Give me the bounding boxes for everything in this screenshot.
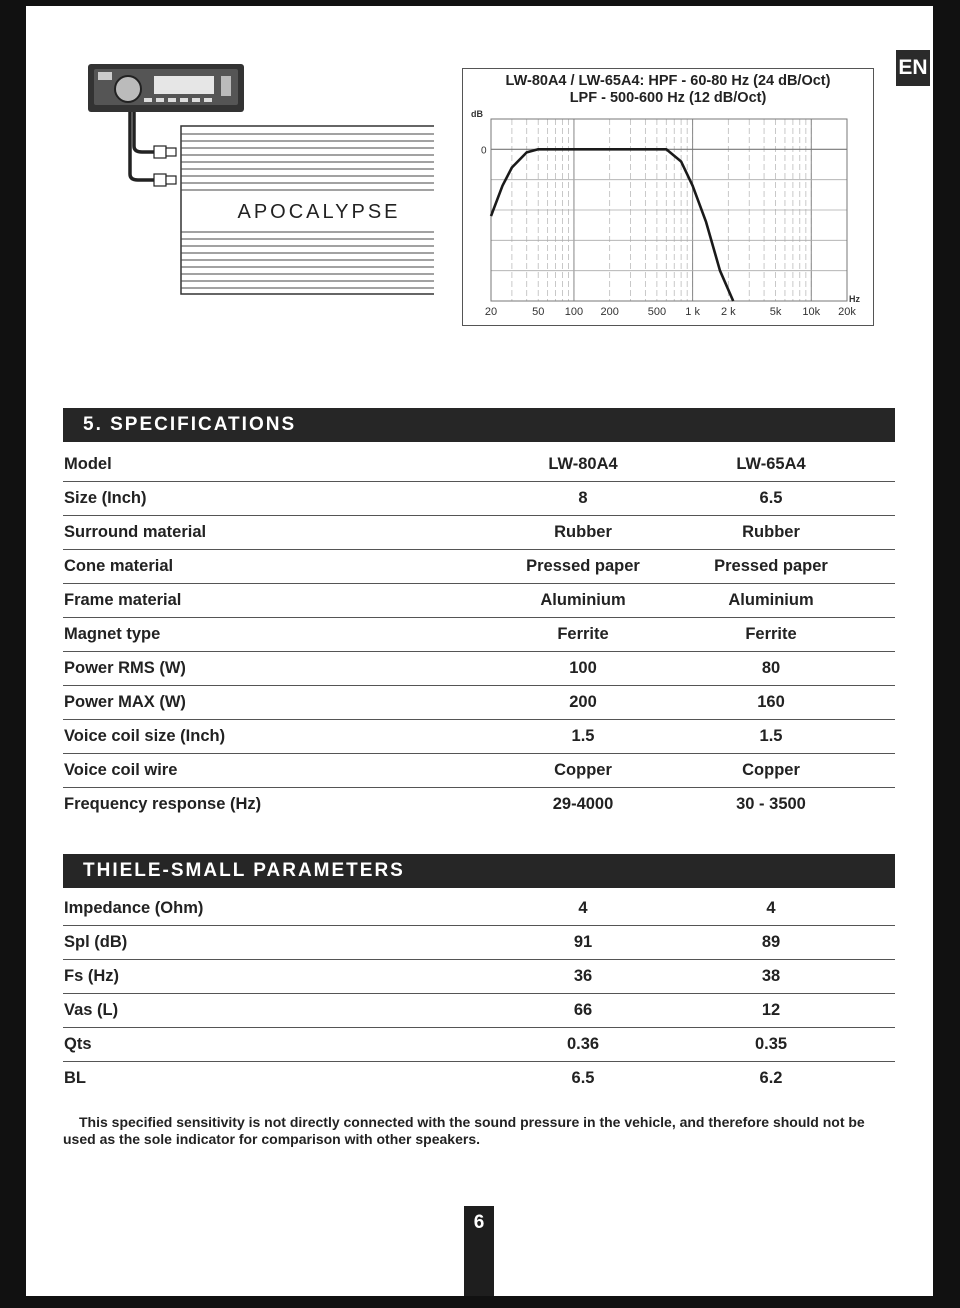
language-badge: EN bbox=[896, 50, 930, 86]
row-label: Qts bbox=[64, 1035, 92, 1053]
frequency-response-chart bbox=[462, 68, 874, 326]
row-value-lw-65a4: 38 bbox=[761, 967, 781, 985]
car-stereo-icon bbox=[88, 64, 244, 112]
ts-row bbox=[63, 892, 895, 926]
x-tick-label: 20 bbox=[484, 306, 498, 318]
wiring-illustration bbox=[84, 62, 434, 302]
row-label: Frame material bbox=[64, 591, 182, 609]
row-value-lw-80a4: 0.36 bbox=[566, 1035, 600, 1053]
row-value-lw-65a4: Rubber bbox=[742, 523, 800, 541]
row-value-lw-65a4: 80 bbox=[761, 659, 781, 677]
row-label: Power RMS (W) bbox=[64, 659, 186, 677]
row-value-lw-80a4: Aluminium bbox=[540, 591, 626, 609]
ts-row bbox=[63, 1028, 895, 1062]
row-value-lw-65a4: 4 bbox=[766, 899, 776, 917]
x-tick-label: 20k bbox=[838, 306, 856, 318]
row-label: Power MAX (W) bbox=[64, 693, 186, 711]
ts-row bbox=[63, 960, 895, 994]
x-tick-label: 5k bbox=[769, 306, 782, 318]
ts-row bbox=[63, 926, 895, 960]
chart-title-line1: LW-80A4 / LW-65A4: HPF - 60-80 Hz (24 dB/Oct) bbox=[505, 73, 831, 89]
spec-row bbox=[63, 652, 895, 686]
ts-row bbox=[63, 1062, 895, 1096]
row-value-lw-65a4: 160 bbox=[757, 693, 785, 711]
x-tick-label: 100 bbox=[564, 306, 584, 318]
spec-row bbox=[63, 482, 895, 516]
response-curve bbox=[491, 149, 733, 301]
spec-row bbox=[63, 584, 895, 618]
row-value-lw-65a4: Ferrite bbox=[745, 625, 797, 643]
x-tick-label: 50 bbox=[532, 306, 545, 318]
row-value-lw-80a4: 200 bbox=[569, 693, 597, 711]
row-label: Voice coil wire bbox=[64, 761, 178, 779]
row-value-lw-80a4: LW-80A4 bbox=[548, 455, 618, 473]
row-value-lw-65a4: 6.2 bbox=[759, 1069, 783, 1087]
row-label: Frequency response (Hz) bbox=[64, 795, 262, 813]
page-number: 6 bbox=[464, 1206, 494, 1296]
x-axis-label: Hz bbox=[849, 294, 860, 304]
row-label: Impedance (Ohm) bbox=[64, 899, 204, 917]
row-value-lw-65a4: LW-65A4 bbox=[736, 455, 806, 473]
x-tick-label: 1 k bbox=[685, 306, 700, 318]
spec-row bbox=[63, 448, 895, 482]
ts-row bbox=[63, 994, 895, 1028]
specifications-header: 5. SPECIFICATIONS bbox=[63, 408, 895, 442]
row-value-lw-80a4: 1.5 bbox=[571, 727, 595, 745]
row-value-lw-80a4: 100 bbox=[569, 659, 597, 677]
x-tick-label: 500 bbox=[647, 306, 667, 318]
x-tick-label: 200 bbox=[600, 306, 619, 318]
x-tick-label: 2 k bbox=[720, 306, 736, 318]
row-value-lw-65a4: Copper bbox=[742, 761, 800, 779]
row-label: Spl (dB) bbox=[64, 933, 128, 951]
chart-title-line2: LPF - 500-600 Hz (12 dB/Oct) bbox=[569, 90, 767, 106]
row-value-lw-65a4: Pressed paper bbox=[714, 557, 828, 575]
thiele-small-header: THIELE-SMALL PARAMETERS bbox=[63, 854, 895, 888]
row-value-lw-80a4: 29-4000 bbox=[552, 795, 614, 813]
row-value-lw-65a4: Aluminium bbox=[728, 591, 814, 609]
spec-row bbox=[63, 686, 895, 720]
y-zero-label: 0 bbox=[481, 145, 487, 157]
chart-plot bbox=[463, 69, 873, 325]
y-axis-label: dB bbox=[471, 109, 483, 119]
row-label: Cone material bbox=[64, 557, 174, 575]
row-label: Size (Inch) bbox=[64, 489, 147, 507]
spec-row bbox=[63, 550, 895, 584]
row-value-lw-80a4: 91 bbox=[573, 933, 593, 951]
spec-row bbox=[63, 754, 895, 788]
row-label: Fs (Hz) bbox=[64, 967, 119, 985]
row-label: Vas (L) bbox=[64, 1001, 119, 1019]
amplifier-brand: APOCALYPSE bbox=[237, 201, 401, 223]
row-value-lw-65a4: 30 - 3500 bbox=[736, 795, 806, 813]
sensitivity-note: This specified sensitivity is not directly connected with the sound pressure in the vehicle, and therefore should not be used as the sole indicator for comparison with other speakers. bbox=[63, 1114, 865, 1147]
row-value-lw-80a4: 36 bbox=[573, 967, 593, 985]
row-label: Model bbox=[64, 455, 112, 473]
spec-row bbox=[63, 516, 895, 550]
spec-row bbox=[63, 618, 895, 652]
row-value-lw-80a4: 8 bbox=[578, 489, 588, 507]
row-label: BL bbox=[64, 1069, 86, 1087]
thiele-small-table bbox=[63, 892, 895, 1096]
row-value-lw-65a4: 12 bbox=[761, 1001, 781, 1019]
row-value-lw-65a4: 1.5 bbox=[759, 727, 783, 745]
manual-page bbox=[26, 6, 933, 1296]
row-value-lw-80a4: Pressed paper bbox=[526, 557, 640, 575]
spec-row bbox=[63, 720, 895, 754]
row-value-lw-80a4: 66 bbox=[573, 1001, 593, 1019]
row-value-lw-80a4: 6.5 bbox=[571, 1069, 595, 1087]
row-value-lw-65a4: 0.35 bbox=[754, 1035, 788, 1053]
row-value-lw-80a4: Ferrite bbox=[557, 625, 609, 643]
spec-row bbox=[63, 788, 895, 822]
row-label: Voice coil size (Inch) bbox=[64, 727, 226, 745]
row-value-lw-80a4: 4 bbox=[578, 899, 588, 917]
row-value-lw-80a4: Rubber bbox=[554, 523, 612, 541]
specifications-table bbox=[63, 448, 895, 822]
row-value-lw-65a4: 89 bbox=[761, 933, 781, 951]
row-label: Surround material bbox=[64, 523, 207, 541]
row-value-lw-65a4: 6.5 bbox=[759, 489, 783, 507]
x-tick-label: 10k bbox=[802, 306, 821, 318]
row-value-lw-80a4: Copper bbox=[554, 761, 612, 779]
row-label: Magnet type bbox=[64, 625, 161, 643]
